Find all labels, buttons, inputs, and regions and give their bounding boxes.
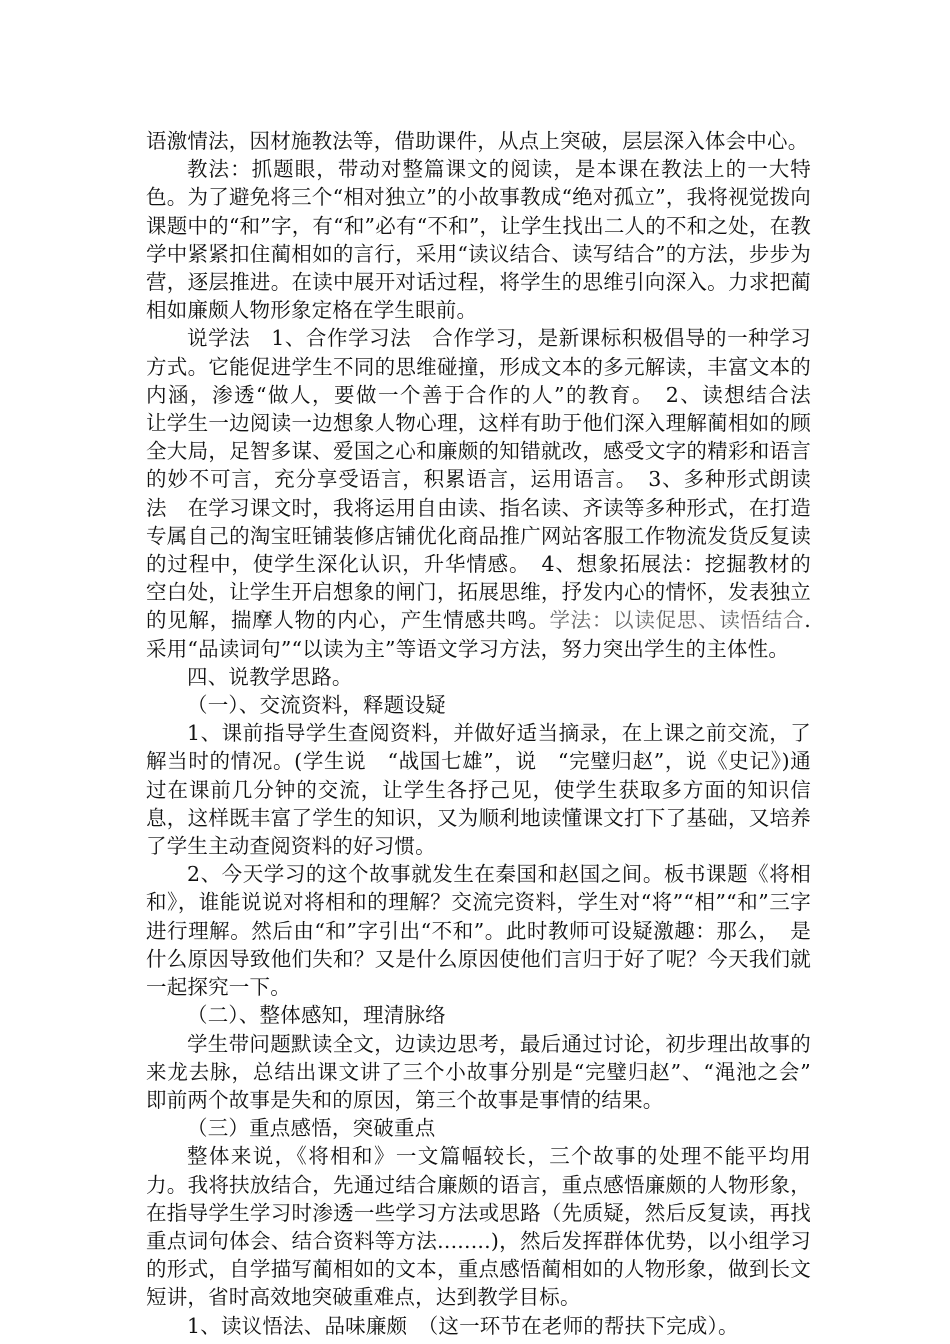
subheading-exchange-materials: （一）、交流资料，释题设疑 <box>187 693 446 718</box>
learning-methods-summary: 学法：以读促思、读悟结合 <box>549 608 805 633</box>
paragraph-overall-approach: 整体来说，《将相和》一文篇幅较长，三个故事的处理不能平均用力。我将扶放结合，先通过结合廉颇的语言，重点感悟廉颇的人物形象，在指导学生学习时渗透一些学习方法或思路（先质疑，然后反复读，再找重点词句体会、结合资料等方法........)，然后发挥群体优势，以小组学习的形式，自学描写蔺相如的文本，重点感悟蔺相如的人物形象，做到长文短讲，省时高效地突破重难点，达到教学目标。 <box>146 1144 811 1310</box>
paragraph-pre-class-research: 1、课前指导学生查阅资料，并做好适当摘录，在上课之前交流，了解当时的情况。(学生说 “战国七雄”，说 “完璧归赵”，说《史记》)通过在课前几分钟的交流，让学生各抒己见，使学生获取多方面的知识信息，这样既丰富了学生的知识，又为顺利地读懂课文打下了基础，又培养了学生主动查阅资料的好习惯。 <box>146 721 811 859</box>
paragraph-teaching-method: 教法：抓题眼，带动对整篇课文的阅读，是本课在教法上的一大特色。为了避免将三个“相对独立”的小故事教成“绝对孤立”，我将视觉拨向课题中的“和”字，有“和”必有“不和”，让学生找出二人的不和之处，在教学中紧紧扣住蔺相如的言行，采用“读议结合、读写结合”的方法，步步为营，逐层推进。在读中展开对话过程，将学生的思维引向深入。力求把蔺相如廉颇人物形象定格在学生眼前。 <box>146 157 811 323</box>
paragraph-step-one: 1、读议悟法、品味廉颇 （这一环节在老师的帮扶下完成）。 <box>187 1313 739 1338</box>
paragraph-introduce-topic: 2、今天学习的这个故事就发生在秦国和赵国之间。板书课题《将相和》，谁能说说对将相和的理解？交流完资料，学生对“将”“相”“和”三字进行理解。然后由“和”字引出“不和”。此时教师可设疑激趣：那么， 是什么原因导致他们失和？又是什么原因使他们言归于好了呢？今天我们就一起探究一下。 <box>146 862 811 1000</box>
paragraph-learning-methods <box>146 324 832 662</box>
subheading-key-insights: （三）重点感悟，突破重点 <box>187 1116 436 1141</box>
subheading-overall-perception: （二）、整体感知，理清脉络 <box>187 1003 446 1028</box>
paragraph-silent-reading: 学生带问题默读全文，边读边思考，最后通过讨论，初步理出故事的来龙去脉，总结出课文讲了三个小故事分别是“完璧归赵”、“渑池之会” 即前两个故事是失和的原因，第三个故事是事情的结果。 <box>146 1031 832 1112</box>
section-heading-teaching-approach: 四、说教学思路。 <box>187 664 353 689</box>
learning-methods-tail: .采用“品读词句”“以读为主”等语文学习方法，努力突出学生的主体性。 <box>146 608 811 661</box>
learning-methods-text: 说学法 1、合作学习法 合作学习，是新课标积极倡导的一种学习方式。它能促进学生不同的思维碰撞，形成文本的多元解读，丰富文本的内涵，渗透“做人，要做一个善于合作的人”的教育。 2、读想结合法 让学生一边阅读一边想象人物心理，这样有助于他们深入理解蔺相如的顾全大局，足智多谋、爱国之心和廉颇的知错就改，感受文字的精彩和语言的妙不可言，充分享受语言，积累语言，运用语言。 3、多种形式朗读法 在学习课文时，我将运用自由读、指名读、齐读等多种形式，在打造专属自己的淘宝旺铺装修店铺优化商品推广网站客服工作物流发货反复读的过程中，使学生深化认识，升华情感。 4、想象拓展法：挖掘教材的空白处，让学生开启想象的闸门，拓展思维，抒发内心的情怀，发表独立的见解，揣摩人物的内心，产生情感共鸣。 <box>146 326 832 633</box>
document-body <box>146 127 832 1340</box>
paragraph-teaching-methods-tail: 语激情法，因材施教法等，借助课件，从点上突破，层层深入体会中心。 <box>146 129 809 153</box>
